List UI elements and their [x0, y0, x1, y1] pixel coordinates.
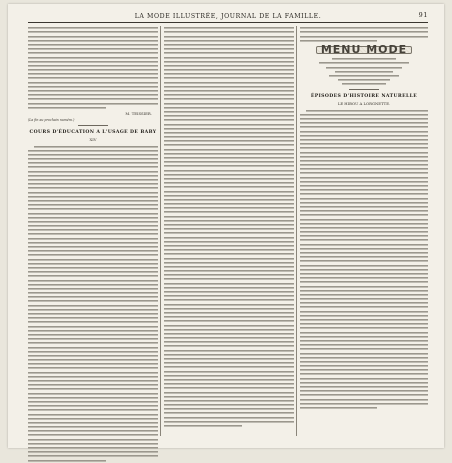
running-title: LA MODE ILLUSTRÉE, JOURNAL DE LA FAMILLE.	[134, 12, 322, 20]
separator	[78, 125, 108, 126]
column-right	[300, 26, 428, 436]
page-header	[28, 10, 428, 23]
author-signature: M. TEISSIER.	[125, 110, 152, 116]
continuation-note: (La fin au prochain numéro.)	[28, 117, 75, 122]
column-left	[28, 26, 158, 436]
body-text	[300, 26, 428, 43]
article-subtitle: LE HIBOU A LORGNETTE.	[337, 101, 391, 107]
body-text	[28, 144, 158, 462]
column-middle	[164, 26, 294, 436]
article-title: ÉPISODES D'HISTOIRE NATURELLE	[310, 94, 418, 100]
body-text	[164, 26, 294, 428]
text-line	[28, 458, 106, 462]
separator	[349, 89, 379, 90]
text-line	[342, 82, 387, 86]
article-title: COURS D'ÉDUCATION A L'USAGE DE BABY	[29, 130, 157, 136]
text-line	[300, 406, 377, 410]
body-text	[28, 26, 158, 110]
logo-text: MENU MODE	[316, 46, 412, 54]
journal-page	[8, 4, 444, 448]
text-line	[164, 424, 242, 428]
text-line	[28, 106, 106, 110]
column-rule	[296, 26, 297, 436]
page-number: 91	[418, 11, 428, 19]
menu-mode-logo	[300, 42, 428, 56]
body-text	[300, 108, 428, 410]
column-rule	[160, 26, 161, 436]
menu-listing	[300, 57, 428, 86]
article-section: XIV	[89, 137, 97, 143]
